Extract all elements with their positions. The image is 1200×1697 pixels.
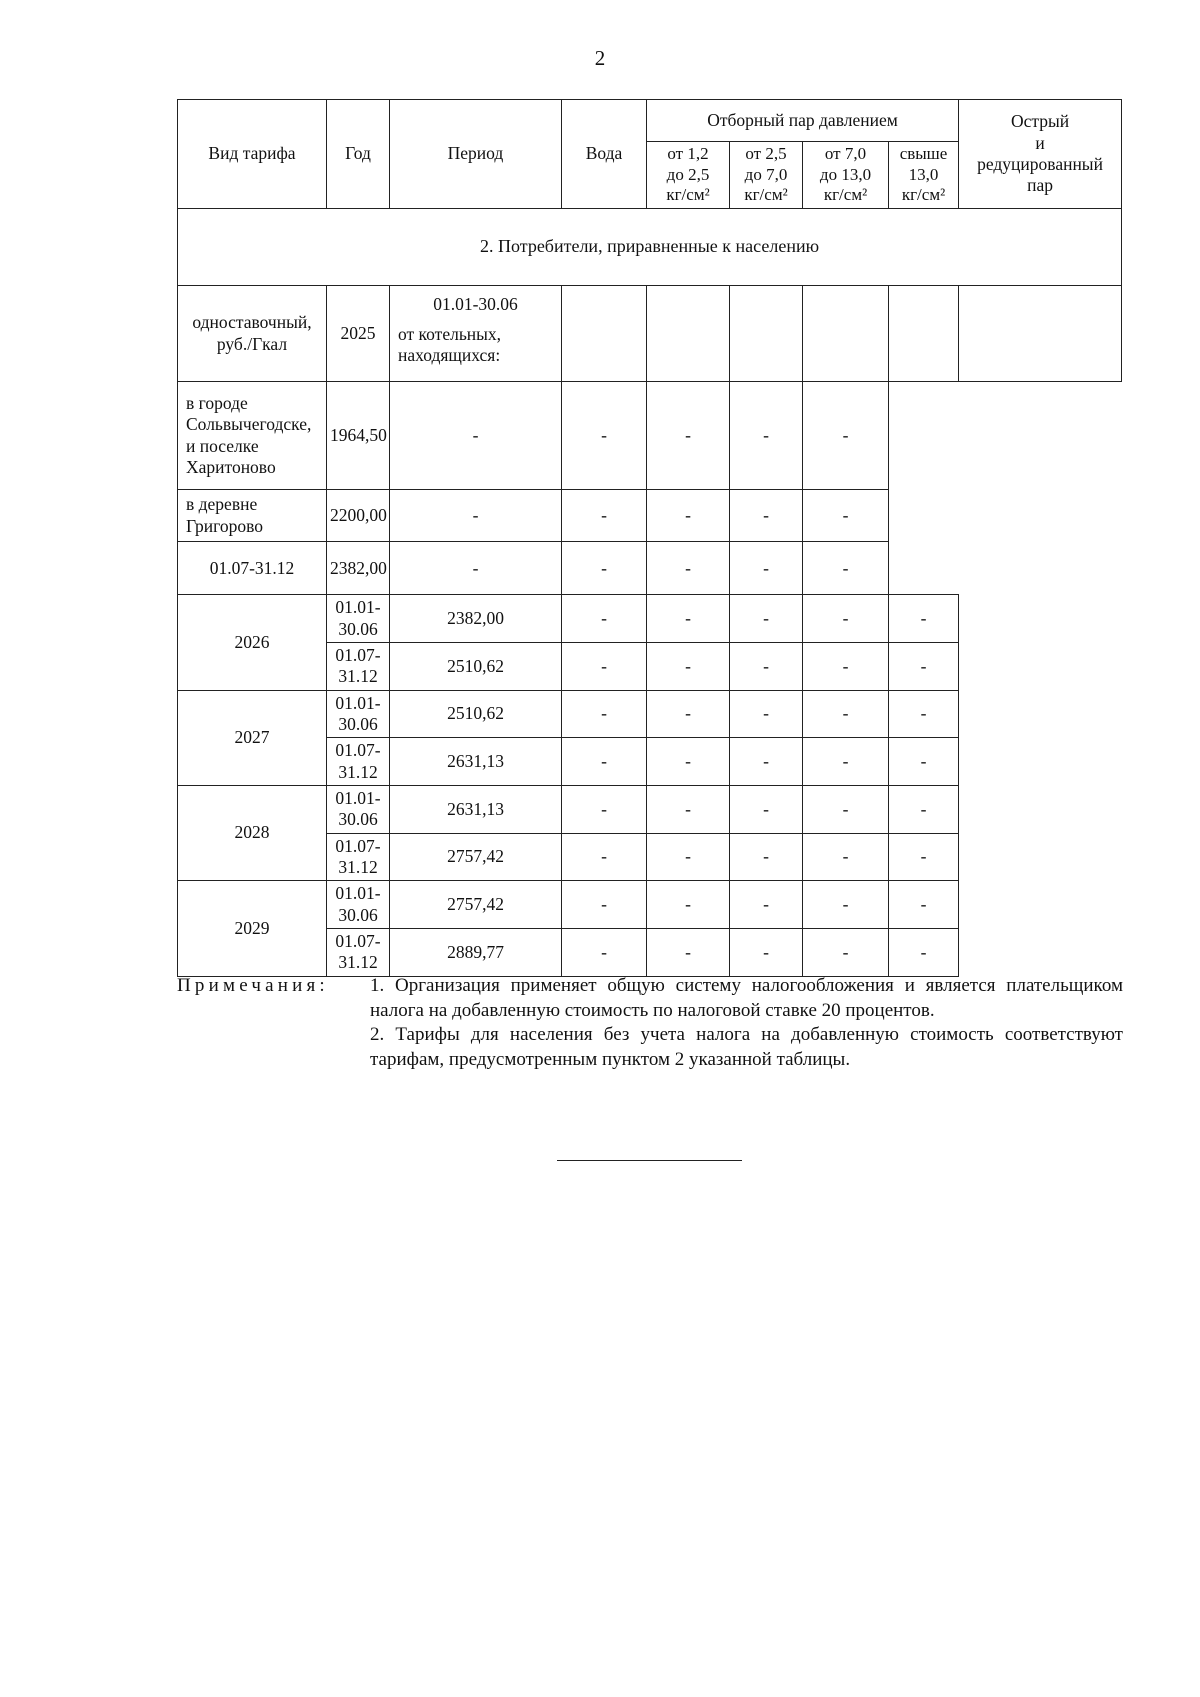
p4-l2: 13,0 [908,164,939,184]
dash-cell: - [647,382,730,490]
period-cell: 01.07-31.12 [327,929,390,977]
dash-cell: - [647,595,730,643]
p3-l3: кг/см² [823,185,868,205]
period-cell: 01.07-31.12 [327,833,390,881]
dash-cell: - [562,929,647,977]
header-period: Период [390,100,562,209]
header-sharp-steam-l1: Острый [1010,111,1070,132]
dash-cell: - [562,690,647,738]
dash-cell: - [889,881,959,929]
empty-cell [562,286,647,382]
dash-cell: - [562,542,647,595]
year-2026: 2026 [178,595,327,690]
dash-cell: - [803,738,889,786]
year-2028: 2028 [178,785,327,880]
dash-cell: - [562,881,647,929]
dash-cell: - [562,642,647,690]
water-value: 2510,62 [390,690,562,738]
period-cell: 01.07-31.12 [327,738,390,786]
period-cell: 01.07-31.12 [327,642,390,690]
dash-cell: - [889,738,959,786]
dash-cell: - [647,738,730,786]
dash-cell: - [803,542,889,595]
dash-cell: - [730,738,803,786]
header-pressure-4 [889,142,959,209]
header-sharp-steam-l2: и [1035,132,1045,153]
period-cell: 01.01-30.06 [327,785,390,833]
dash-cell: - [730,881,803,929]
water-value: 1964,50 [327,382,390,490]
intro-cell [390,286,562,382]
table-row [178,595,1122,643]
dash-cell: - [730,642,803,690]
year-2029: 2029 [178,881,327,976]
header-pressure-1 [647,142,730,209]
location-line: в городе [186,393,248,414]
year-2027: 2027 [178,690,327,785]
section-title: 2. Потребители, приравненные к населению [178,209,1122,286]
dash-cell: - [803,595,889,643]
dash-cell: - [390,542,562,595]
year-2025: 2025 [327,286,390,382]
dash-cell: - [562,490,647,542]
dash-cell: - [889,785,959,833]
dash-cell: - [803,642,889,690]
closing-rule [557,1160,742,1161]
intro-period: 01.01-30.06 [433,294,518,315]
dash-cell: - [562,595,647,643]
dash-cell: - [730,595,803,643]
p1-l3: кг/см² [666,185,710,205]
period-cell: 01.07-31.12 [178,542,327,595]
intro-text-l2: находящихся: [398,344,501,365]
p1-l1: от 1,2 [667,144,709,163]
empty-cell [959,286,1122,382]
water-value: 2757,42 [390,833,562,881]
tariff-type-l1: одноставочный, [192,312,312,333]
dash-cell: - [803,785,889,833]
dash-cell: - [730,929,803,977]
dash-cell: - [647,490,730,542]
tariff-table [177,99,1122,977]
location-line: Григорово [186,515,264,536]
notes-list [370,974,1123,1073]
dash-cell: - [889,595,959,643]
header-water: Вода [562,100,647,209]
dash-cell: - [647,881,730,929]
empty-cell [647,286,730,382]
dash-cell: - [889,929,959,977]
table-row [178,785,1122,833]
dash-cell: - [730,785,803,833]
dash-cell: - [803,881,889,929]
header-pressure-3 [803,142,889,209]
dash-cell: - [730,490,803,542]
p2-l2: до 7,0 [744,164,788,184]
p4-l3: кг/см² [901,185,946,205]
dash-cell: - [803,490,889,542]
table-row [178,881,1122,929]
dash-cell: - [803,382,889,490]
water-value: 2382,00 [327,542,390,595]
water-value: 2757,42 [390,881,562,929]
location-cell [178,490,327,542]
dash-cell: - [647,785,730,833]
dash-cell: - [730,542,803,595]
p2-l1: от 2,5 [745,144,787,163]
dash-cell: - [647,833,730,881]
tariff-type-cell [178,286,327,382]
dash-cell: - [390,382,562,490]
header-sharp-steam [959,100,1122,209]
empty-cell [730,286,803,382]
p1-l2: до 2,5 [666,164,710,184]
table-row [178,542,1122,595]
table-row [178,382,1122,490]
header-sharp-steam-l3: редуцированный [977,154,1103,175]
intro-text-l1: от котельных, [398,323,502,344]
p4-l1: свыше [899,144,948,163]
tariff-type-l2: руб./Гкал [216,333,288,354]
water-value: 2631,13 [390,738,562,786]
dash-cell: - [647,929,730,977]
dash-cell: - [730,833,803,881]
empty-cell [803,286,889,382]
dash-cell: - [889,833,959,881]
period-cell: 01.01-30.06 [327,595,390,643]
notes-label: Примечания: [177,975,329,996]
table-row [178,490,1122,542]
water-value: 2382,00 [390,595,562,643]
dash-cell: - [803,690,889,738]
dash-cell: - [562,382,647,490]
dash-cell: - [562,833,647,881]
p3-l1: от 7,0 [824,144,867,163]
dash-cell: - [562,785,647,833]
period-cell: 01.01-30.06 [327,881,390,929]
dash-cell: - [390,490,562,542]
p2-l3: кг/см² [744,185,788,205]
note-item: 1. Организация применяет общую систему налогообложения и является плательщиком налога на добавленную стоимость по налоговой ставке 20 процентов. [370,975,1123,1021]
water-value: 2631,13 [390,785,562,833]
intro-text [393,324,558,367]
dash-cell: - [562,738,647,786]
dash-cell: - [803,833,889,881]
water-value: 2889,77 [390,929,562,977]
dash-cell: - [889,642,959,690]
dash-cell: - [647,690,730,738]
location-line: в деревне [186,494,258,515]
location-line: и поселке [186,435,259,456]
header-tariff-type: Вид тарифа [178,100,327,209]
dash-cell: - [647,542,730,595]
dash-cell: - [730,690,803,738]
header-year: Год [327,100,390,209]
dash-cell: - [889,690,959,738]
note-item: 2. Тарифы для населения без учета налога на добавленную стоимость соответствуют тарифам, предусмотренным пунктом 2 указанной таблицы. [370,1024,1123,1071]
location-line: Харитоново [186,457,276,478]
dash-cell: - [730,382,803,490]
dash-cell: - [647,642,730,690]
page-number: 2 [594,46,606,70]
period-cell: 01.01-30.06 [327,690,390,738]
empty-cell [889,286,959,382]
water-value: 2510,62 [390,642,562,690]
table-row [178,690,1122,738]
location-cell [178,382,327,490]
header-selected-steam: Отборный пар давлением [647,100,959,142]
location-line: Сольвычегодске, [186,414,312,435]
p3-l2: до 13,0 [819,164,872,184]
header-sharp-steam-l4: пар [1027,175,1053,196]
dash-cell: - [803,929,889,977]
water-value: 2200,00 [327,490,390,542]
header-pressure-2 [730,142,803,209]
